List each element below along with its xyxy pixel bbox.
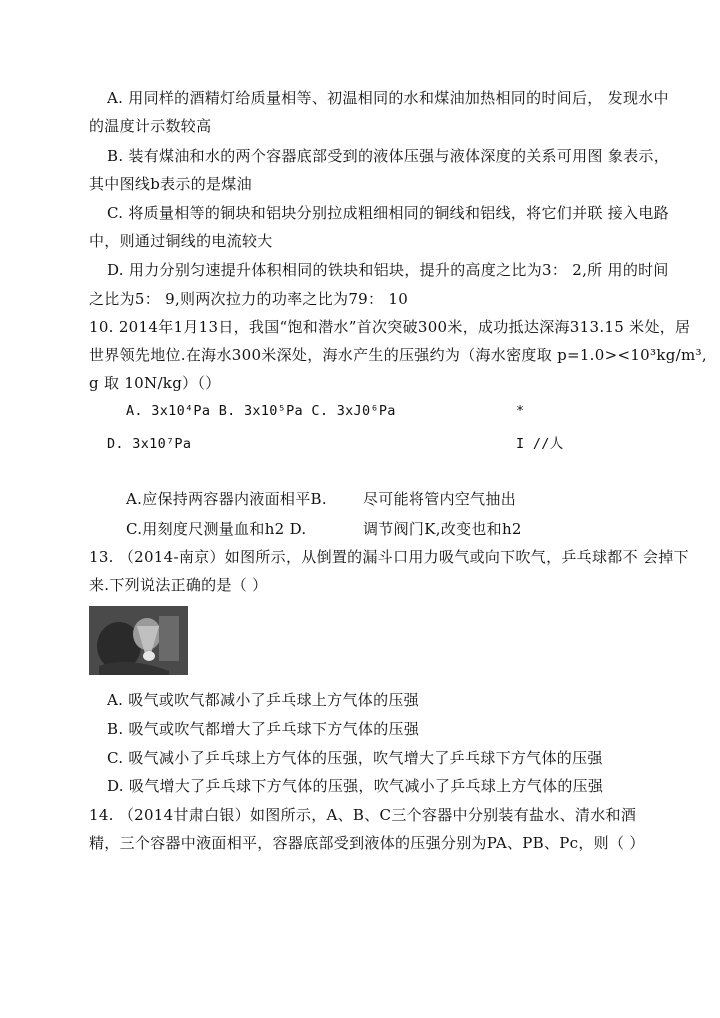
q9-option-a-line2: 的温度计示数较高 xyxy=(89,117,212,135)
q14-stem-line1: 14. （2014甘肃白银）如图所示，A、B、C三个容器中分别装有盐水、清水和酒 xyxy=(89,806,637,824)
q10-figure-mark-slashes: I //人 xyxy=(516,436,564,452)
q9-option-c-line1: C. 将质量相等的铜块和铝块分别拉成粗细相同的铜线和铝线，将它们并联 接入电路 xyxy=(107,204,669,222)
q13-option-b: B. 吸气或吹气都增大了乒乓球下方气体的压强 xyxy=(107,720,420,738)
q13-option-d: D. 吸气增大了乒乓球下方气体的压强，吹气减小了乒乓球上方气体的压强 xyxy=(107,777,604,795)
q9-option-c-line2: 中，则通过铜线的电流较大 xyxy=(89,232,273,250)
q9-option-d-line1: D. 用力分别匀速提升体积相同的铁块和铝块，提升的高度之比为3： 2,所 用的时间 xyxy=(107,261,669,279)
q10-options-abc: A. 3x10⁴Pa B. 3x10⁵Pa C. 3xJ0⁶Pa xyxy=(126,403,396,419)
q13-funnel-photo xyxy=(89,606,188,675)
q9-option-a-line1: A. 用同样的酒精灯给质量相等、初温相同的水和煤油加热相同的时间后， 发现水中 xyxy=(107,89,669,107)
q9-option-b-line2: 其中图线b表示的是煤油 xyxy=(89,175,252,193)
q14-stem-line2: 精，三个容器中液面相平，容器底部受到液体的压强分别为PA、PB、Pc，则（ ） xyxy=(89,834,645,852)
q13-option-c: C. 吸气减小了乒乓球上方气体的压强，吹气增大了乒乓球下方气体的压强 xyxy=(107,749,603,767)
q9-option-b-line1: B. 装有煤油和水的两个容器底部受到的液体压强与液体深度的关系可用图 象表示， xyxy=(107,147,670,165)
q12-option-c: C.用刻度尺测量血和h2 D. xyxy=(126,520,307,538)
q10-stem-line1: 10. 2014年1月13日，我国“饱和潜水”首次突破300米，成功抵达深海313.15 米处，居 xyxy=(89,318,691,336)
q10-stem-line2: 世界领先地位.在海水300米深处，海水产生的压强约为（海水密度取 p=1.0><10³kg/m³, xyxy=(89,346,707,364)
q9-option-d-line2: 之比为5： 9,则两次拉力的功率之比为79： 10 xyxy=(89,290,409,308)
q12-option-b: 尽可能将管内空气抽出 xyxy=(363,490,517,508)
q10-stem-line3: g 取 10N/kg）（） xyxy=(89,374,221,392)
q12-option-d: 调节阀门K,改变也和h2 xyxy=(363,520,522,538)
q12-option-a: A.应保持两容器内液面相平B. xyxy=(126,490,327,508)
q13-stem-line1: 13. （2014-南京）如图所示，从倒置的漏斗口用力吸气或向下吹气，乒乓球都不 会掉下 xyxy=(89,548,689,566)
q13-option-a: A. 吸气或吹气都减小了乒乓球上方气体的压强 xyxy=(107,691,419,709)
q10-figure-mark-star: * xyxy=(516,403,525,419)
q10-option-d: D. 3x10⁷Pa xyxy=(107,436,192,452)
q13-photo-illustration xyxy=(89,606,188,675)
q13-stem-line2: 来.下列说法正确的是（ ） xyxy=(89,576,268,594)
